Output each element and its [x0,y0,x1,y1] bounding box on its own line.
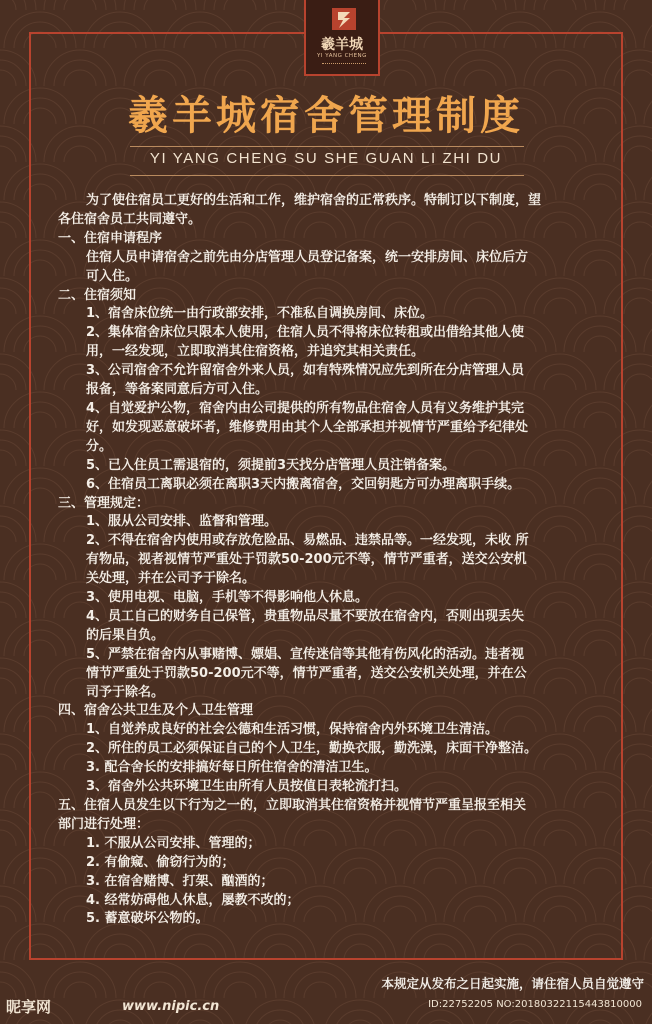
rule-line: 三、管理规定： [58,495,150,511]
rule-line: 5、已入住员工需退宿的，须提前3天找分店管理人员注销备案。 [86,457,456,473]
rule-line: 3. 在宿舍赌博、打架、酗酒的； [86,873,274,889]
rule-line: 4. 经常妨碍他人休息，屡教不改的； [86,892,300,908]
page-title: 羲羊城宿舍管理制度 [128,93,524,139]
rule-line: 1、自觉养成良好的社会公德和生活习惯，保持宿舍内外环境卫生清洁。 [86,722,499,738]
subtitle-rule-top [130,146,524,147]
rule-line: 1. 不服从公司安排、管理的； [86,835,261,851]
rule-line: 关处理，并在公司予于除名。 [86,571,256,587]
rule-line: 可入住。 [86,268,139,284]
rule-line: 6、住宿员工离职必须在离职3天内搬离宿舍，交回钥匙方可办理离职手续。 [86,476,521,492]
rule-line: 报备，等备案同意后方可入住。 [86,382,269,398]
rule-line: 的后果自负。 [86,627,165,643]
rule-line: 3、公司宿舍不允许留宿舍外来人员，如有特殊情况应先到所在分店管理人员 [86,363,525,379]
watermark-url: www.nipic.cn [122,999,220,1014]
logo-badge [304,0,380,76]
rule-line: 一、住宿申请程序 [58,230,163,246]
rule-line: 各住宿舍员工共同遵守。 [58,211,202,227]
rule-line: 好，如发现恶意破坏者，维修费用由其个人全部承担并视情节严重给予纪律处 [86,419,529,435]
rule-line: 四、宿舍公共卫生及个人卫生管理 [58,703,254,719]
logo-name-en: YI YANG CHENG [317,53,367,59]
rule-line: 为了使住宿员工更好的生活和工作，维护宿舍的正常秩序。特制订以下制度，望 [86,193,542,208]
logo-name-cn: 羲羊城 [321,37,363,53]
watermark-brand: 昵享网 [6,998,52,1016]
rule-line: 分。 [86,438,113,454]
rule-line: 司予于除名。 [86,684,165,700]
rule-line: 1、服从公司安排、监督和管理。 [86,514,278,530]
rule-line: 4、自觉爱护公物，宿舍内由公司提供的所有物品住宿舍人员有义务维护其完 [86,400,525,416]
rule-line: 五、住宿人员发生以下行为之一的，立即取消其住宿资格并视情节严重呈报至相关 [58,798,527,813]
rule-line: 1、宿舍床位统一由行政部安排，不准私自调换房间、床位。 [86,306,434,322]
watermark-id: ID:22752205 NO:20180322115443810000 [428,999,642,1010]
rule-line: 2. 有偷窥、偷窃行为的； [86,854,235,870]
logo-divider [322,63,366,66]
rule-line: 2、所住的员工必须保证自己的个人卫生，勤换衣服，勤洗澡，床面干净整洁。 [86,741,538,757]
rule-line: 3、宿舍外公共环境卫生由所有人员按值日表轮流打扫。 [86,779,408,795]
rule-line: 2、集体宿舍床位只限本人使用，住宿人员不得将床位转租或出借给其他人使 [86,325,525,341]
rule-line: 4、员工自己的财务自己保管，贵重物品尽量不要放在宿舍内，否则出现丢失 [86,608,525,624]
subtitle-rule-bottom [130,175,524,176]
rule-line: 情节严重处于罚款50-200元不等，情节严重者，送交公安机关处理，并在公 [86,665,527,681]
rule-line: 二、住宿须知 [58,287,137,303]
rule-line: 2、不得在宿舍内使用或存放危险品、易燃品、违禁品等。一经发现，未收 所 [86,533,529,549]
ram-logo-icon [330,6,358,32]
rule-line: 部门进行处理： [58,816,150,832]
rule-line: 3. 配合舍长的安排搞好每日所住宿舍的清洁卫生。 [86,760,378,776]
rule-line: 有物品，视者视情节严重处于罚款50-200元不等，情节严重者，送交公安机 [86,552,527,568]
rule-line: 5. 蓄意破坏公物的。 [86,911,209,927]
rule-line: 住宿人员申请宿舍之前先由分店管理人员登记备案，统一安排房间、床位后方 [86,249,529,265]
rules-body [58,192,624,929]
rule-line: 3、使用电视、电脑，手机等不得影响他人休息。 [86,590,369,606]
rule-line: 5、严禁在宿舍内从事赌博、嫖娼、宣传迷信等其他有伤风化的活动。违者视 [86,646,525,662]
rule-line: 用，一经发现，立即取消其住宿资格，并追究其相关责任。 [86,344,425,360]
page-subtitle: YI YANG CHENG SU SHE GUAN LI ZHI DU [149,150,503,167]
footer-note: 本规定从发布之日起实施，请住宿人员自觉遵守 [381,976,644,991]
